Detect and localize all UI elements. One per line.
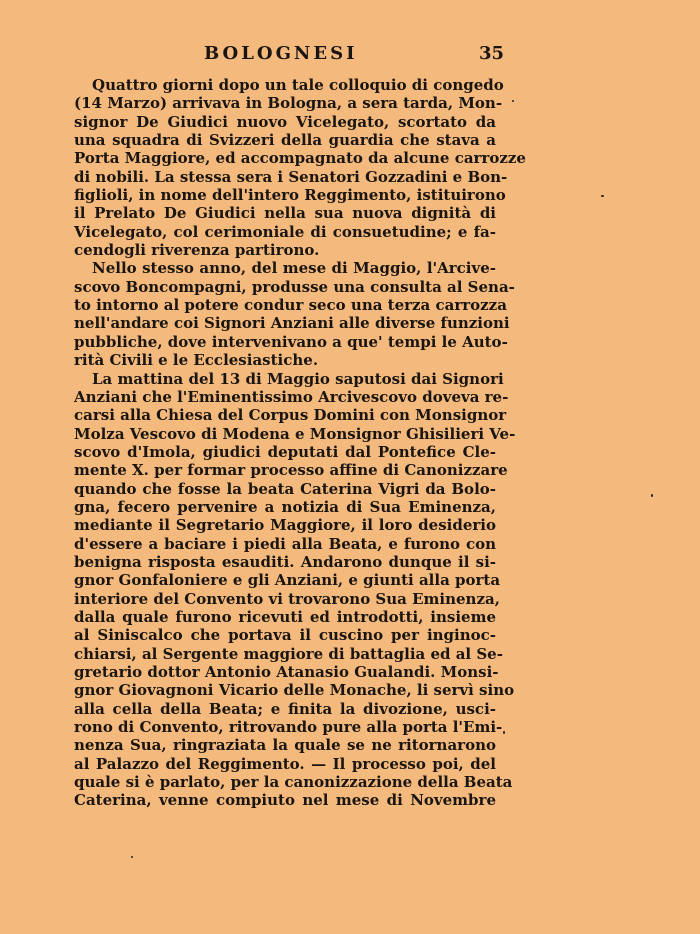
text-line: d'essere a baciare i piedi alla Beata, e furono con	[74, 534, 496, 553]
text-line: pubbliche, dove intervenivano a que' tempi le Auto-	[74, 332, 508, 351]
scan-speck	[512, 100, 514, 102]
text-line: gretario dottor Antonio Atanasio Gualandi. Monsi-	[74, 663, 499, 681]
text-line: to intorno al potere condur seco una terza carrozza	[74, 296, 507, 315]
text-line: cendogli riverenza partirono.	[74, 241, 320, 260]
text-line: scovo d'Imola, giudici deputati dal Pontefice Cle-	[74, 442, 496, 461]
text-line: Vicelegato, col cerimoniale di consuetudine; e fa-	[74, 222, 496, 241]
scan-speck	[131, 856, 133, 858]
text-line: al Palazzo del Reggimento. — Il processo poi, del	[74, 754, 496, 773]
text-line: benigna risposta esauditi. Andarono dunque il si-	[74, 552, 496, 571]
text-line: di nobili. La stessa sera i Senatori Gozzadini e Bon-	[74, 167, 508, 186]
text-line: quando che fosse la beata Caterina Vigri da Bolo-	[74, 479, 496, 498]
text-line: Caterina, venne compiuto nel mese di Novembre	[74, 791, 496, 810]
scan-speck	[503, 731, 505, 734]
text-line: signor De Giudici nuovo Vicelegato, scortato da	[74, 112, 496, 131]
text-line: gnor Gonfaloniere e gli Anziani, e giunti alla porta	[74, 571, 501, 590]
text-line: rità Civili e le Ecclesiastiche.	[74, 351, 319, 370]
text-line: una squadra di Svizzeri della guardia che stava a	[74, 131, 496, 150]
text-line: mediante il Segretario Maggiore, il loro desiderio	[74, 516, 496, 535]
text-line: nenza Sua, ringraziata la quale se ne ritornarono	[74, 736, 496, 755]
text-line: gnor Giovagnoni Vicario delle Monache, li servì sino	[74, 681, 515, 700]
text-line: il Prelato De Giudici nella sua nuova dignità di	[74, 204, 496, 223]
text-line: Molza Vescovo di Modena e Monsignor Ghisilieri Ve-	[74, 424, 516, 443]
text-line: (14 Marzo) arrivava in Bologna, a sera tarda, Mon-	[74, 94, 503, 113]
text-line: Quattro giorni dopo un tale colloquio di congedo	[92, 76, 504, 94]
text-line: La mattina del 13 di Maggio saputosi dai Signori	[92, 369, 504, 388]
text-line: carsi alla Chiesa del Corpus Domini con Monsignor	[74, 406, 507, 425]
text-line: alla cella della Beata; e finita la divozione, usci-	[74, 699, 496, 718]
text-line: scovo Boncompagni, produsse una consulta al Sena-	[74, 277, 515, 296]
body-text	[74, 76, 526, 810]
text-line: figlioli, in nome dell'intero Reggimento, istituirono	[74, 186, 506, 205]
text-line: Nello stesso anno, del mese di Maggio, l'Arcive-	[92, 259, 496, 278]
page-header	[72, 43, 504, 69]
scan-speck	[651, 494, 653, 497]
text-line: quale si è parlato, per la canonizzazione della Beata	[74, 773, 513, 792]
text-line: al Siniscalco che portava il cuscino per inginoc-	[74, 626, 496, 645]
running-head: BOLOGNESI	[204, 43, 358, 64]
text-line: mente X. per formar processo affine di Canonizzare	[74, 461, 508, 480]
text-line: Porta Maggiore, ed accompagnato da alcune carrozze	[74, 149, 526, 168]
page-number: 35	[478, 43, 504, 64]
text-line: Anziani che l'Eminentissimo Arcivescovo doveva re-	[74, 387, 509, 406]
text-line: gna, fecero pervenire a notizia di Sua Eminenza,	[74, 497, 496, 516]
text-line: rono di Convento, ritrovando pure alla porta l'Emi-	[74, 718, 503, 737]
text-line: nell'andare coi Signori Anziani alle diverse funzioni	[74, 314, 510, 333]
text-line: interiore del Convento vi trovarono Sua Eminenza,	[74, 589, 500, 608]
text-line: dalla quale furono ricevuti ed introdotti, insieme	[74, 607, 496, 626]
text-line: chiarsi, al Sergente maggiore di battaglia ed al Se-	[74, 644, 503, 663]
scan-speck	[601, 195, 604, 197]
